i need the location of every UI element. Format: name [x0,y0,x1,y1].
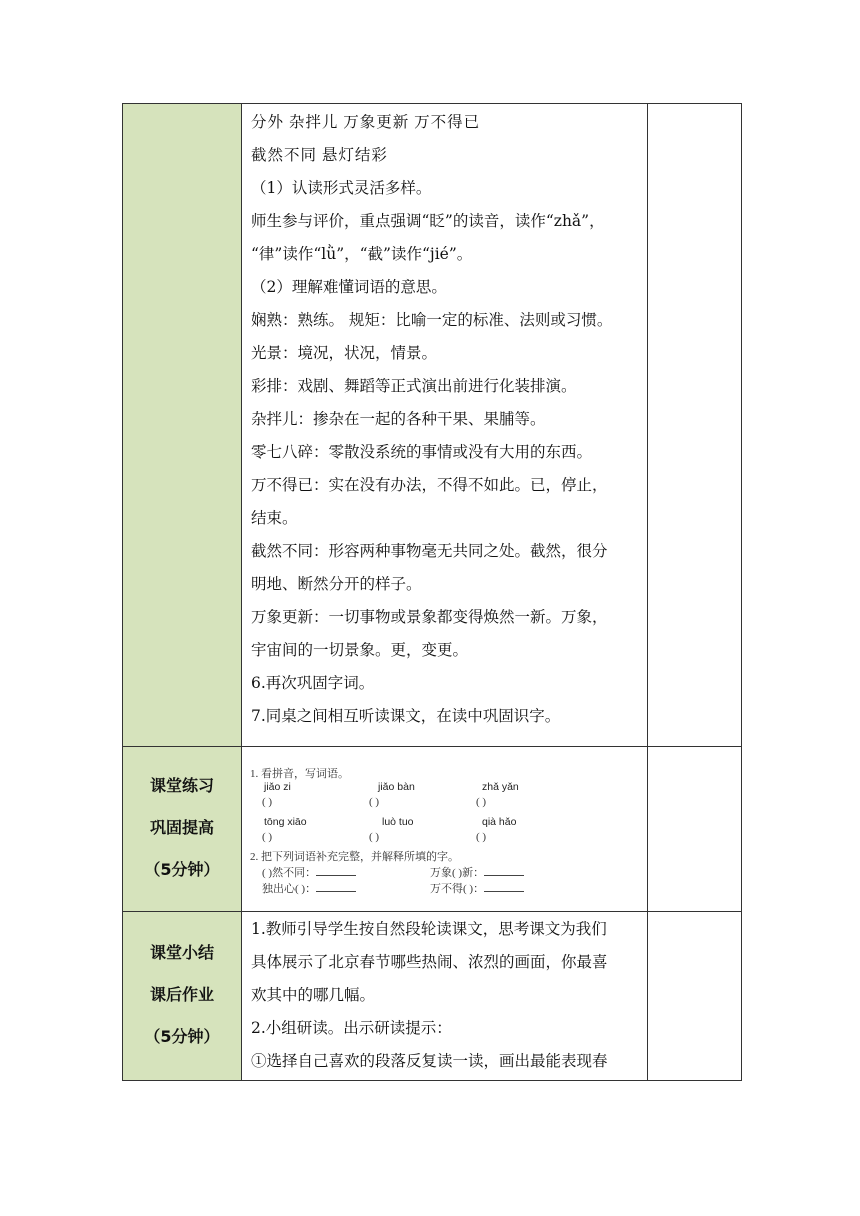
fill-line [484,865,524,876]
pinyin: zhǎ yǎn [482,781,519,793]
exercise-question-1: 1. 看拼音，写词语。 [250,768,349,780]
text-line: 杂拌儿：掺杂在一起的各种干果、果脯等。 [251,410,546,428]
text-line: 万象更新：一切事物或景象都变得焕然一新。万象， [251,608,608,626]
text-line: “律”读作“lǜ”，“截”读作“jié”。 [251,245,473,263]
lesson-table [122,103,742,1081]
exercise-question-2: 2. 把下列词语补充完整，并解释所填的字。 [250,851,459,863]
text-line: 结束。 [251,509,298,527]
fill-line [316,865,356,876]
section-duration: （5分钟） [144,860,220,879]
fill-line [316,881,356,892]
vocabulary-cell [242,104,648,747]
text-line: （1）认读形式灵活多样。 [251,179,432,197]
summary-cell [242,912,648,1081]
pinyin: jiǎo bàn [378,781,415,793]
row-vocabulary [123,104,742,747]
text-line: 截然不同：形容两种事物毫无共同之处。截然，很分 [251,542,608,560]
exercise-image [242,747,647,909]
text-line: 2.小组研读。出示研读提示： [251,1019,452,1037]
pinyin: tōng xiāo [264,816,307,828]
text-line: （2）理解难懂词语的意思。 [251,278,447,296]
text-line: 宇宙间的一切景象。更，变更。 [251,641,469,659]
section-label: 课堂练习 [149,776,214,795]
text-line: 彩排：戏剧、舞蹈等正式演出前进行化装排演。 [251,377,577,395]
text-line: 娴熟：熟练。 规矩：比喻一定的标准、法则或习惯。 [251,311,613,329]
text-line: 具体展示了北京春节哪些热闹、浓烈的画面，你最喜 [251,953,608,971]
fill-item [262,864,356,880]
answer-blank: ( ) [476,831,487,843]
text-line: 师生参与评价，重点强调“眨”的读音，读作“zhǎ”， [251,212,605,230]
side-cell-practice [123,747,242,912]
text-line: 1.教师引导学生按自然段轮读课文，思考课文为我们 [251,920,607,938]
text-line: 万不得已：实在没有办法，不得不如此。已，停止， [251,476,608,494]
side-cell-summary [123,912,242,1081]
pinyin: qià hǎo [482,816,517,828]
answer-blank: ( ) [476,796,487,808]
pinyin: jiǎo zi [264,781,291,793]
answer-blank: ( ) [262,796,273,808]
notes-cell [648,104,742,747]
fill-label: 万象( )新： [430,867,485,879]
text-line: 6.再次巩固字词。 [251,674,375,692]
text-line: 分外 杂拌儿 万象更新 万不得已 [251,114,481,131]
row-practice [123,747,742,912]
row-summary [123,912,742,1081]
answer-blank: ( ) [369,831,380,843]
text-line: 截然不同 悬灯结彩 [251,147,388,164]
text-line: 明地、断然分开的样子。 [251,575,422,593]
section-duration: （5分钟） [144,1027,220,1046]
text-line: ①选择自己喜欢的段落反复读一读，画出最能表现春 [251,1052,608,1070]
section-label: 课后作业 [149,985,214,1004]
side-cell-empty [123,104,242,747]
notes-cell [648,912,742,1081]
answer-blank: ( ) [369,796,380,808]
text-line: 7.同桌之间相互听读课文，在读中巩固识字。 [251,707,561,725]
fill-item [430,880,524,896]
answer-blank: ( ) [262,831,273,843]
section-label: 巩固提高 [149,818,214,837]
fill-item [430,864,524,880]
fill-label: 独出心( )： [262,883,317,895]
text-line: 零七八碎：零散没系统的事情或没有大用的东西。 [251,443,593,461]
exercise-cell [242,747,648,912]
pinyin: luò tuo [382,816,414,828]
fill-label: ( )然不同： [262,867,317,879]
fill-line [484,881,524,892]
text-line: 欢其中的哪几幅。 [251,986,376,1004]
notes-cell [648,747,742,912]
text-line: 光景：境况，状况，情景。 [251,344,438,362]
section-label: 课堂小结 [149,943,214,962]
fill-item [262,880,356,896]
fill-label: 万不得( )： [430,883,485,895]
